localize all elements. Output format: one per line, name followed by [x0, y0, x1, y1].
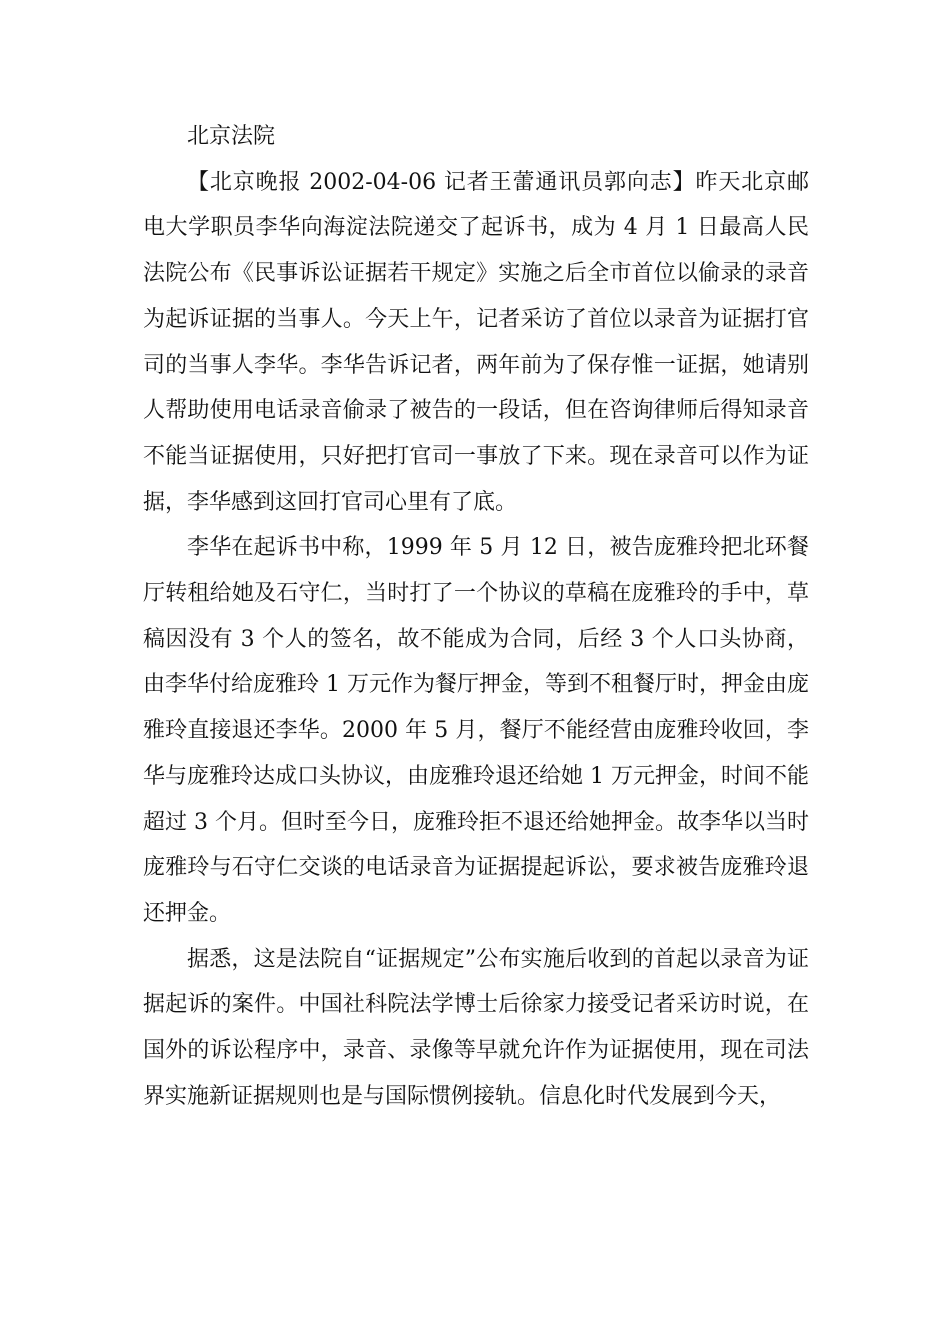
paragraph-3: 据悉，这是法院自“证据规定”公布实施后收到的首起以录音为证据起诉的案件。中国社科院法学博士后徐家力接受记者采访时说，在国外的诉讼程序中，录音、录像等早就允许作为证据使用，现在司法界实施新证据规则也是与国际惯例接轨。信息化时代发展到今天， — [143, 946, 809, 1109]
article-heading: 北京法院 — [187, 124, 276, 149]
paragraph-1: 【北京晚报 2002-04-06 记者王蕾通讯员郭向志】昨天北京邮电大学职员李华向海淀法院递交了起诉书，成为 4 月 1 日最高人民法院公布《民事诉讼证据若干规定》实施之后全市首位以偷录的录音为起诉证据的当事人。今天上午，记者采访了首位以录音为证据打官司的当事人李华。李华告诉记者，两年前为了保存惟一证据，她请别人帮助使用电话录音偷录了被告的一段话，但在咨询律师后得知录音不能当证据使用，只好把打官司一事放了下来。现在录音可以作为证据，李华感到这回打官司心里有了底。 — [143, 169, 809, 515]
article-body — [143, 114, 809, 1119]
paragraph-2: 李华在起诉书中称，1999 年 5 月 12 日，被告庞雅玲把北环餐厅转租给她及石守仁，当时打了一个协议的草稿在庞雅玲的手中，草稿因没有 3 个人的签名，故不能成为合同，后经 3 个人口头协商，由李华付给庞雅玲 1 万元作为餐厅押金，等到不租餐厅时，押金由庞雅玲直接退还李华。2000 年 5 月，餐厅不能经营由庞雅玲收回，李华与庞雅玲达成口头协议，由庞雅玲退还给她 1 万元押金，时间不能超过 3 个月。但时至今日，庞雅玲拒不退还给她押金。故李华以当时庞雅玲与石守仁交谈的电话录音为证据提起诉讼，要求被告庞雅玲退还押金。 — [143, 535, 809, 926]
